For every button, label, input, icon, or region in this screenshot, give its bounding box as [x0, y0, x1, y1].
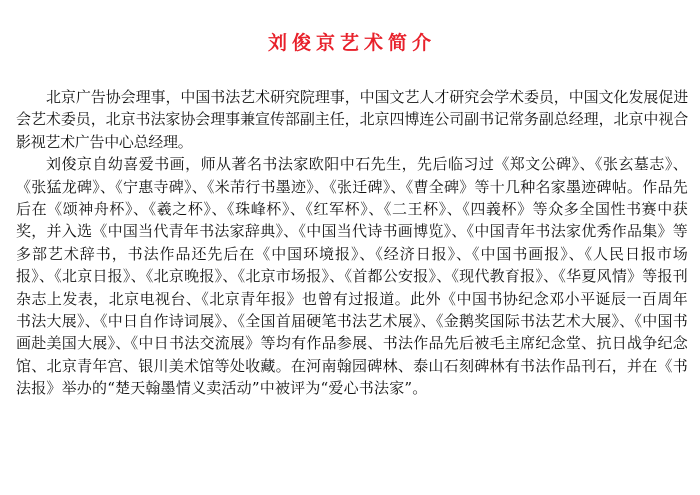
document-body	[16, 86, 688, 400]
paragraph-titles: 北京广告协会理事，中国书法艺术研究院理事，中国文艺人才研究会学术委员，中国文化发展促进会艺术委员，北京书法家协会理事兼宣传部副主任，北京四博连公司副书记常务副总经理，北京中视合影视艺术广告中心总经理。	[16, 88, 688, 151]
paragraph-biography: 刘俊京自幼喜爱书画，师从著名书法家欧阳中石先生，先后临习过《郑文公碑》、《张玄墓志》、《张猛龙碑》、《宁惠寺碑》、《米芾行书墨迹》、《张迁碑》、《曹全碑》等十几种名家墨迹碑帖。作品先后在《颂神舟杯》、《羲之杯》、《珠峰杯》、《红军杯》、《二王杯》、《四義杯》等众多全国性书赛中获奖，并入选《中国当代青年书法家辞典》、《中国当代诗书画博览》、《中国青年书法家优秀作品集》等多部艺术辞书，书法作品还先后在《中国环境报》、《经济日报》、《中国书画报》、《人民日报市场报》、《北京日报》、《北京晚报》、《北京市场报》、《首都公安报》、《现代教育报》、《华夏风情》等报刊杂志上发表，北京电视台、《北京青年报》也曾有过报道。此外《中国书协纪念邓小平诞辰一百周年书法大展》、《中日自作诗词展》、《全国首届硬笔书法艺术展》、《金鹅奖国际书法艺术大展》、《中国书画赴美国大展》、《中日书法交流展》等均有作品参展、书法作品先后被毛主席纪念堂、抗日战争纪念馆、北京青年宫、银川美术馆等处收藏。在河南翰园碑林、泰山石刻碑林有书法作品刊石，并在《书法报》举办的“楚天翰墨情义卖活动”中被评为“爱心书法家”。	[16, 155, 688, 398]
document-title: 刘俊京艺术简介	[267, 32, 436, 54]
